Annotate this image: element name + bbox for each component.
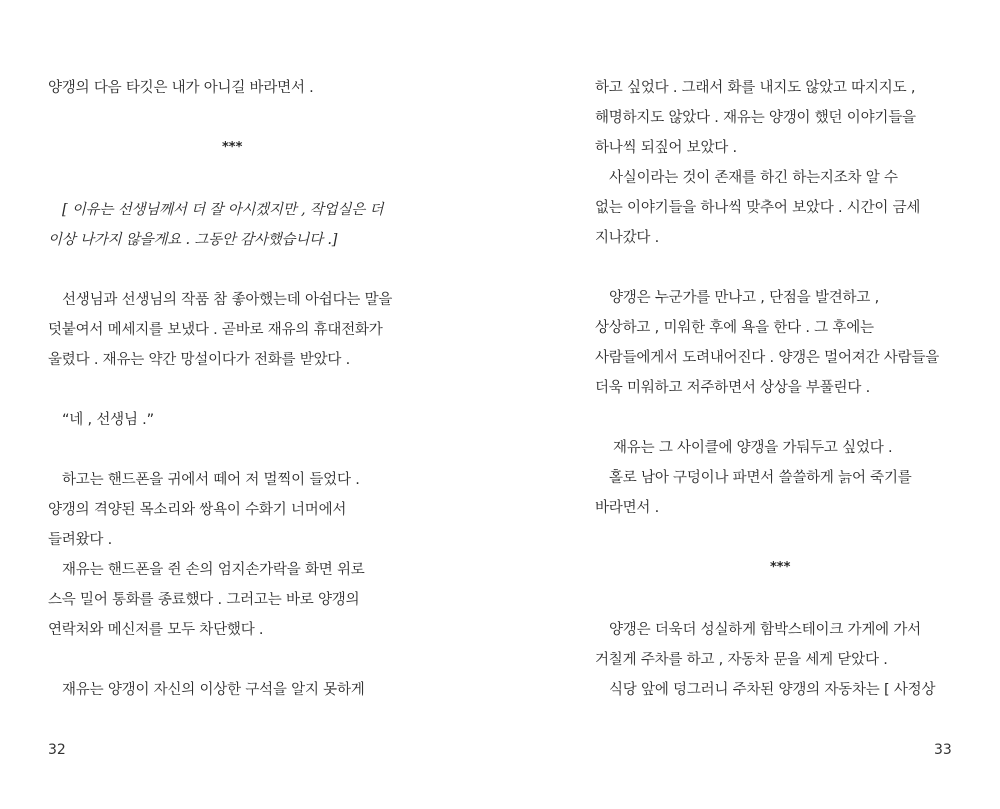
page-number: 32 (48, 742, 66, 758)
text-line: 하고 싶었다 . 그래서 화를 내지도 않았고 따지지도 , (595, 80, 916, 96)
text-line: 사람들에게서 도려내어진다 . 양갱은 멀어져간 사람들을 (595, 350, 940, 366)
text-line: [ 이유는 선생님께서 더 잘 아시겠지만 , 작업실은 더 (62, 202, 384, 218)
text-line: 양갱은 누군가를 만나고 , 단점을 발견하고 , (609, 290, 879, 306)
text-line: 양갱은 더욱더 성실하게 함박스테이크 가게에 가서 (609, 622, 921, 638)
text-line: 지나갔다 . (595, 230, 660, 246)
text-line: 하고는 핸드폰을 귀에서 떼어 저 멀찍이 들었다 . (62, 472, 360, 488)
page-number: 33 (934, 742, 952, 758)
text-line: 양갱의 다음 타깃은 내가 아니길 바라면서 . (48, 80, 314, 96)
section-break: *** (222, 140, 243, 155)
text-line: 덧붙여서 메세지를 보냈다 . 곧바로 재유의 휴대전화가 (48, 322, 383, 338)
text-line: 스윽 밀어 통화를 종료했다 . 그러고는 바로 양갱의 (48, 592, 360, 608)
text-line: 재유는 양갱이 자신의 이상한 구석을 알지 못하게 (62, 682, 365, 698)
text-line: 사실이라는 것이 존재를 하긴 하는지조차 알 수 (609, 170, 898, 186)
text-line: 하나씩 되짚어 보았다 . (595, 140, 737, 156)
text-line: 더욱 미워하고 저주하면서 상상을 부풀린다 . (595, 380, 870, 396)
text-line: 양갱의 격양된 목소리와 쌍욕이 수화기 너머에서 (48, 502, 347, 518)
text-line: 없는 이야기들을 하나씩 맞추어 보았다 . 시간이 금세 (595, 200, 921, 216)
right-page (500, 0, 1000, 809)
text-line: 이상 나가지 않을게요 . 그동안 감사했습니다 .] (48, 232, 338, 248)
text-line: 해명하지도 않았다 . 재유는 양갱이 했던 이야기들을 (595, 110, 916, 126)
text-line: 울렸다 . 재유는 약간 망설이다가 전화를 받았다 . (48, 352, 351, 368)
text-line: 재유는 핸드폰을 쥔 손의 엄지손가락을 화면 위로 (62, 562, 365, 578)
text-line: 식당 앞에 덩그러니 주차된 양갱의 자동차는 [ 사정상 (609, 682, 936, 698)
text-line: 거칠게 주차를 하고 , 자동차 문을 세게 닫았다 . (595, 652, 888, 668)
text-line: 홀로 남아 구덩이나 파면서 쓸쓸하게 늙어 죽기를 (609, 470, 912, 486)
text-line: 들려왔다 . (48, 532, 113, 548)
text-line: 재유는 그 사이클에 양갱을 가둬두고 싶었다 . (613, 440, 893, 456)
text-line: 바라면서 . (595, 500, 660, 516)
text-line: 선생님과 선생님의 작품 참 좋아했는데 아쉽다는 말을 (62, 292, 393, 308)
text-line: 연락처와 메신저를 모두 차단했다 . (48, 622, 264, 638)
text-line: “네 , 선생님 .” (62, 412, 154, 428)
text-line: 상상하고 , 미워한 후에 욕을 한다 . 그 후에는 (595, 320, 874, 336)
section-break: *** (770, 560, 791, 575)
